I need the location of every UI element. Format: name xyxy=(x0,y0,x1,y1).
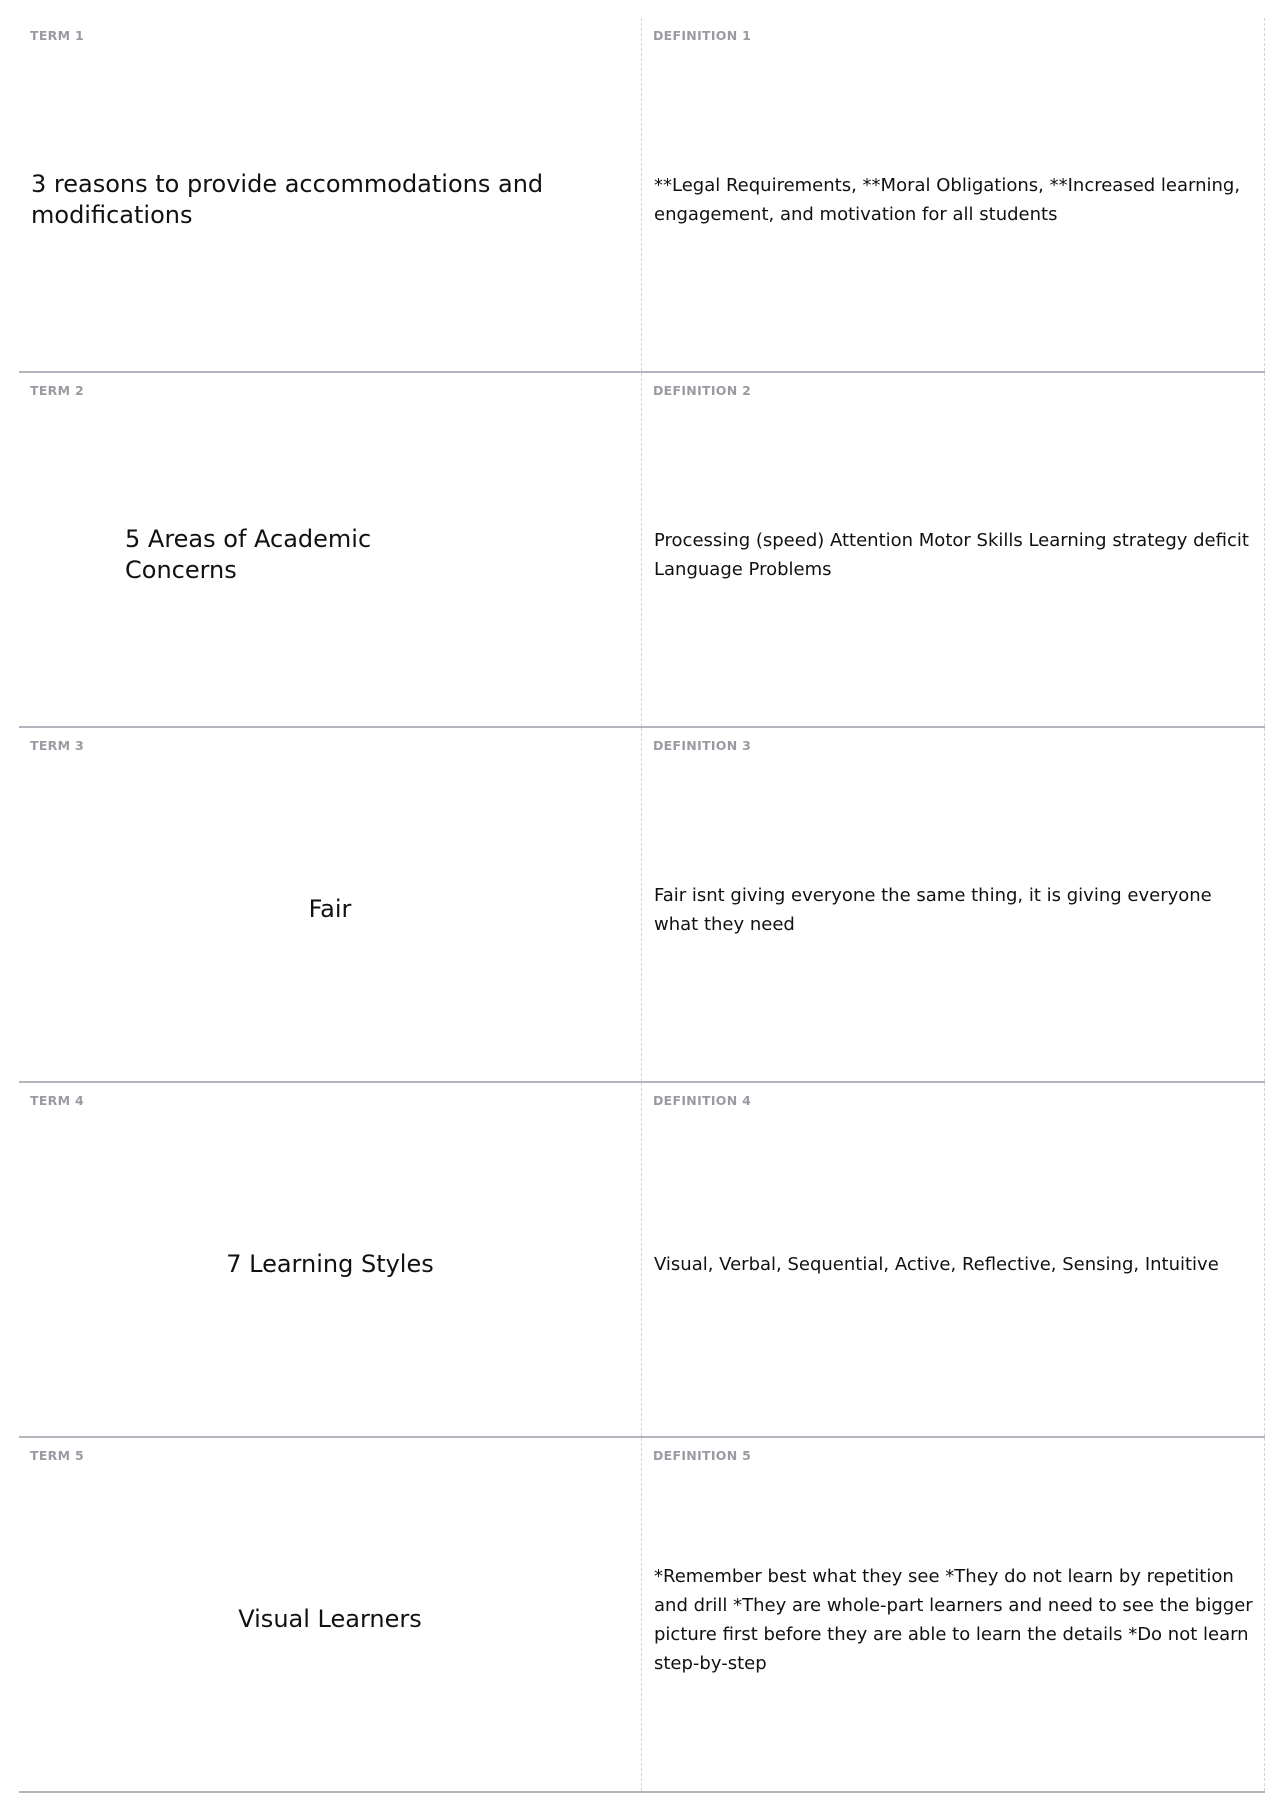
card-row xyxy=(19,1438,1265,1793)
term-cell xyxy=(19,1438,642,1791)
term-cell xyxy=(19,373,642,726)
term-cell xyxy=(19,728,642,1081)
definition-text: Processing (speed) Attention Motor Skills Learning strategy deficit Language Problems xyxy=(654,529,1249,580)
definition-label: DEFINITION 5 xyxy=(653,1448,752,1463)
term-label: TERM 5 xyxy=(30,1448,84,1463)
definition-text: Fair isnt giving everyone the same thing, it is giving everyone what they need xyxy=(654,884,1212,935)
definition-cell xyxy=(642,18,1265,371)
card-row xyxy=(19,728,1265,1083)
definition-cell xyxy=(642,1083,1265,1436)
flashcard-sheet xyxy=(19,18,1265,1793)
term-text: 7 Learning Styles xyxy=(226,1250,434,1278)
term-label: TERM 1 xyxy=(30,28,84,43)
term-label: TERM 4 xyxy=(30,1093,84,1108)
definition-text: Visual, Verbal, Sequential, Active, Reflective, Sensing, Intuitive xyxy=(654,1254,1219,1275)
definition-text: *Remember best what they see *They do not learn by repetition and drill *They are whole-part learners and need to see the bigger picture first before they are able to learn the details *Do not learn step-by-step xyxy=(654,1565,1253,1674)
definition-label: DEFINITION 4 xyxy=(653,1093,752,1108)
definition-label: DEFINITION 3 xyxy=(653,738,752,753)
term-label: TERM 2 xyxy=(30,383,84,398)
definition-label: DEFINITION 1 xyxy=(653,28,752,43)
definition-text: **Legal Requirements, **Moral Obligations, **Increased learning, engagement, and motivation for all students xyxy=(654,174,1241,225)
definition-label: DEFINITION 2 xyxy=(653,383,752,398)
card-row xyxy=(19,1083,1265,1438)
definition-cell xyxy=(642,1438,1265,1791)
term-cell xyxy=(19,1083,642,1436)
card-row xyxy=(19,373,1265,728)
term-cell xyxy=(19,18,642,371)
term-text: 5 Areas of Academic Concerns xyxy=(125,524,372,584)
term-text: Fair xyxy=(308,895,352,923)
card-row xyxy=(19,18,1265,373)
term-label: TERM 3 xyxy=(30,738,84,753)
term-text: 3 reasons to provide accommodations and modifications xyxy=(31,169,544,229)
definition-cell xyxy=(642,728,1265,1081)
term-text: Visual Learners xyxy=(238,1605,422,1633)
definition-cell xyxy=(642,373,1265,726)
